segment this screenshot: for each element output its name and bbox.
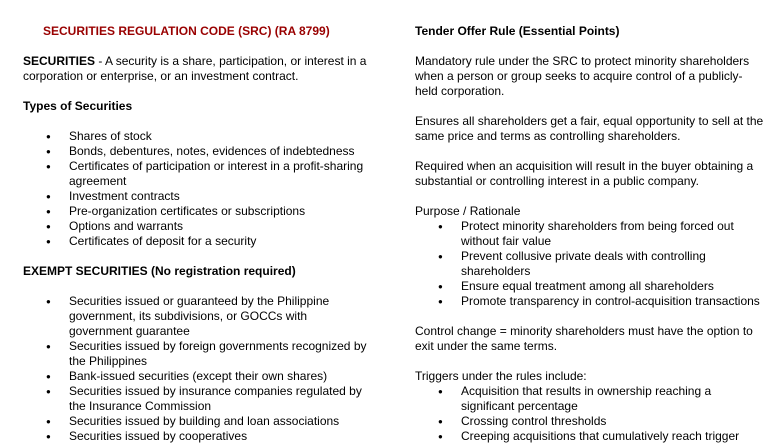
- list-item: ● Certificates of participation or interest in a profit-sharing agreement: [69, 159, 368, 189]
- list-item: ● Pre-organization certificates or subscriptions: [69, 204, 368, 219]
- triggers-list: [415, 384, 765, 444]
- list-item: ● Acquisition that results in ownership reaching a significant percentage: [461, 384, 765, 414]
- securities-definition: [23, 54, 368, 84]
- list-item: ● Certificates of deposit for a security: [69, 234, 368, 249]
- securities-definition-text: - A security is a share, participation, or interest in a corporation or enterprise, or an investment contract.: [23, 54, 367, 83]
- list-item: ● Securities issued by cooperatives: [69, 429, 368, 444]
- list-item: ● Options and warrants: [69, 219, 368, 234]
- triggers-heading: Triggers under the rules include:: [415, 369, 587, 383]
- paragraph: Required when an acquisition will result in the buyer obtaining a substantial or controlling interest in a public company.: [415, 159, 754, 188]
- types-list: [23, 129, 368, 249]
- paragraph: Control change = minority shareholders must have the option to exit under the same terms.: [415, 324, 753, 353]
- purpose-heading: Purpose / Rationale: [415, 204, 521, 218]
- tender-offer-heading: Tender Offer Rule (Essential Points): [415, 24, 620, 38]
- list-item: ● Protect minority shareholders from being forced out without fair value: [461, 219, 765, 249]
- left-column: [23, 24, 368, 444]
- list-item: ● Ensure equal treatment among all shareholders: [461, 279, 765, 294]
- list-item: ● Securities issued by insurance companies regulated by the Insurance Commission: [69, 384, 368, 414]
- document-title: SECURITIES REGULATION CODE (SRC) (RA 8799): [43, 24, 330, 38]
- purpose-list: [415, 219, 765, 309]
- securities-term: SECURITIES: [23, 54, 96, 68]
- paragraph: Mandatory rule under the SRC to protect minority shareholders when a person or group seeks to acquire control of a publicly-held corporation.: [415, 54, 750, 98]
- exempt-heading: EXEMPT SECURITIES (No registration required): [23, 264, 296, 278]
- list-item: ● Securities issued or guaranteed by the Philippine government, its subdivisions, or GOCCs with government guarantee: [69, 294, 368, 339]
- paragraph: Ensures all shareholders get a fair, equal opportunity to sell at the same price and terms as controlling shareholders.: [415, 114, 764, 143]
- list-item: ● Crossing control thresholds: [461, 414, 765, 429]
- exempt-list: [23, 294, 368, 444]
- list-item: ● Promote transparency in control-acquisition transactions: [461, 294, 765, 309]
- list-item: ● Prevent collusive private deals with controlling shareholders: [461, 249, 765, 279]
- list-item: ● Creeping acquisitions that cumulatively reach trigger: [461, 429, 765, 444]
- types-heading: Types of Securities: [23, 99, 133, 113]
- list-item: ● Securities issued by building and loan associations: [69, 414, 368, 429]
- list-item: ● Investment contracts: [69, 189, 368, 204]
- list-item: ● Bonds, debentures, notes, evidences of indebtedness: [69, 144, 368, 159]
- list-item: ● Shares of stock: [69, 129, 368, 144]
- list-item: ● Securities issued by foreign governments recognized by the Philippines: [69, 339, 368, 369]
- list-item: ● Bank-issued securities (except their own shares): [69, 369, 368, 384]
- right-column: [415, 24, 765, 444]
